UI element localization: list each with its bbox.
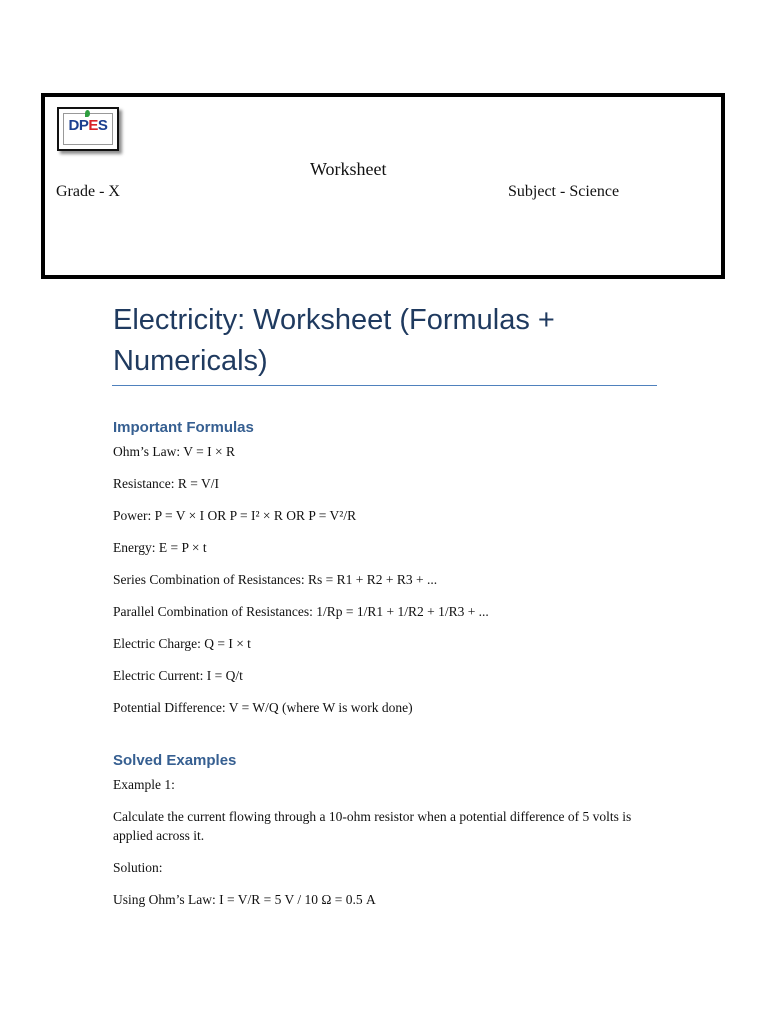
logo-wordmark — [59, 117, 117, 134]
header-box — [41, 93, 725, 279]
formula-charge: Electric Charge: Q = I × t — [113, 636, 251, 651]
formula-energy: Energy: E = P × t — [113, 540, 207, 555]
formula-parallel: Parallel Combination of Resistances: 1/Rp = 1/R1 + 1/R2 + 1/R3 + ... — [113, 604, 489, 619]
example-1-question: Calculate the current flowing through a 10-ohm resistor when a potential difference of 5 volts is applied across it. — [113, 809, 632, 843]
formula-ohms-law: Ohm’s Law: V = I × R — [113, 444, 235, 459]
document-title: Electricity: Worksheet (Formulas + Numericals) — [113, 304, 555, 377]
example-1-label: Example 1: — [113, 777, 175, 792]
formula-power: Power: P = V × I OR P = I² × R OR P = V²/R — [113, 508, 357, 523]
solution-label: Solution: — [113, 860, 163, 875]
logo-letter-e: E — [88, 117, 98, 134]
logo-letter-d: D — [68, 117, 79, 134]
formula-potential-difference: Potential Difference: V = W/Q (where W is work done) — [113, 700, 413, 715]
worksheet-label: Worksheet — [310, 159, 387, 179]
formula-series: Series Combination of Resistances: Rs = R1 + R2 + R3 + ... — [113, 572, 438, 587]
title-underline — [112, 385, 657, 386]
school-logo — [57, 107, 119, 151]
formulas-heading: Important Formulas — [113, 419, 254, 436]
logo-letter-s: S — [97, 117, 108, 134]
subject-label: Subject - Science — [508, 183, 620, 200]
grade-label: Grade - X — [56, 183, 120, 200]
formula-resistance: Resistance: R = V/I — [113, 476, 219, 491]
example-1-solution: Using Ohm’s Law: I = V/R = 5 V / 10 Ω = 0.5 A — [113, 892, 376, 907]
examples-heading: Solved Examples — [113, 752, 237, 769]
formula-current: Electric Current: I = Q/t — [113, 668, 243, 683]
logo-letter-p: P — [78, 117, 89, 134]
leaf-icon — [85, 110, 90, 117]
